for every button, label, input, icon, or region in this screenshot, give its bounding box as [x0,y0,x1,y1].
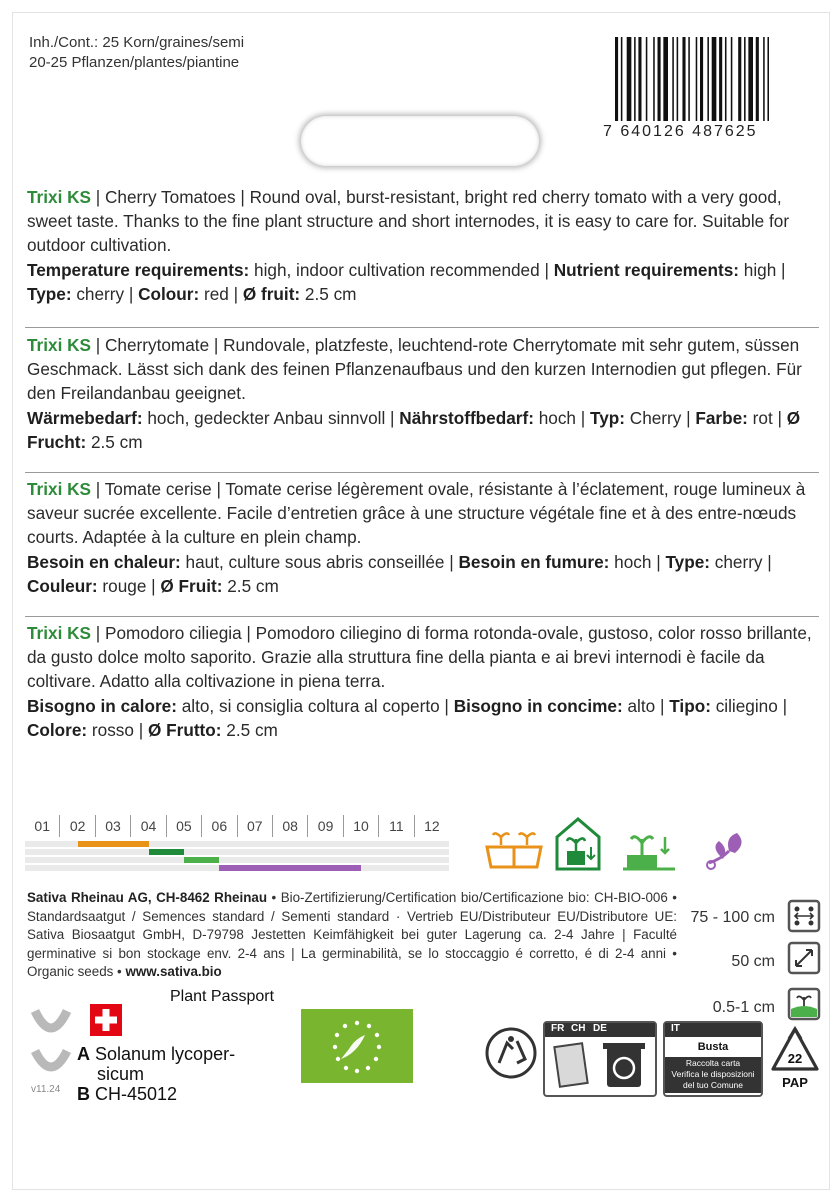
disposal-line: del tuo Comune [682,1080,743,1090]
passport-field-letter: B [77,1084,90,1104]
passport-registration [77,1083,177,1105]
attr-label: Besoin en chaleur: [27,551,181,572]
sowing-depth-icon [787,987,821,1021]
barcode-bar [621,37,623,121]
barcode-bar [719,37,722,121]
website-link[interactable]: www.sativa.bio [125,964,222,980]
barcode-bar [707,37,709,121]
month-label: 01 [34,818,50,834]
month-label: 05 [166,815,201,837]
barcode-bar [627,37,632,121]
month-label: 08 [272,815,307,837]
country-code-it: IT [671,1023,680,1034]
plant-spacing-value: 75 - 100 cm [690,909,775,926]
variety-name: Trixi KS [27,335,91,355]
attr-label: Farbe: [695,407,748,428]
contents-info [29,33,244,73]
month-label: 07 [237,815,272,837]
attr-value: 2.5 cm [300,283,357,304]
variety-name: Trixi KS [27,479,91,499]
description-it [27,621,817,742]
plant-spacing-icon [787,899,821,933]
barcode-bar [731,37,733,121]
divider [25,327,819,328]
calendar-bar-planting [149,849,184,855]
attr-label: Couleur: [27,575,98,596]
recycling-info-fr-ch-de [543,1021,657,1097]
month-label: 10 [343,815,378,837]
company-info [27,889,677,982]
month-label: 06 [201,815,236,837]
attr-label: Bisogno in calore: [27,695,177,716]
barcode-bar [700,37,703,121]
attr-label: Wärmebedarf: [27,407,143,428]
attr-label: Temperature requirements: [27,259,250,280]
version-code: v11.24 [31,1084,61,1095]
seed-tray-icon [483,821,545,871]
attr-label: Ø Frutto: [147,719,222,740]
calendar-row-harvest [25,865,449,871]
sowing-calendar [25,815,449,875]
attr-label: Nährstoffbedarf: [399,407,534,428]
busta-label: Busta [697,1041,729,1053]
calendar-row-sowing-indoor [25,841,449,847]
month-label: 11 [378,815,413,837]
pap-22-recycling-icon [769,1025,821,1095]
attr-value: alto | [622,695,670,716]
paper-envelope-icon [553,1041,591,1089]
barcode-bar [748,37,753,121]
description-de [27,333,817,454]
barcode-bar [682,37,685,121]
description-text: | Tomate cerise | Tomate cerise légèrement ovale, résistante à l’éclatement, rouge lumineux à saveur sucrée excellente. Facile d’entretien grâce à une structure végétale fine et à des entre-nœuds courts. Adaptée à la culture en plein champ. [27,479,806,548]
attr-value: haut, culture sous abris conseillée | [180,551,459,572]
barcode-bar [677,37,679,121]
country-code-de: DE [593,1023,607,1034]
attr-value: 2.5 cm [222,575,279,596]
attr-value: 2.5 cm [86,431,143,452]
attr-value: hoch, gedeckter Anbau sinnvoll | [142,407,400,428]
attr-value: rot | [747,407,787,428]
greenhouse-icon [553,815,603,873]
attr-value: rosso | [87,719,148,740]
month-label: 02 [59,815,94,837]
seed-count: Inh./Cont.: 25 Korn/graines/semi [29,34,245,51]
seed-packet-back [12,12,830,1190]
recycling-bin-icon [601,1041,647,1091]
divider [25,616,819,617]
barcode-bar [725,37,727,121]
attr-label: Bisogno in concime: [453,695,623,716]
description-text: | Cherry Tomatoes | Round oval, burst-resistant, bright red cherry tomato with a very good, sweet taste. Thanks to the fine plant structure and short internodes, it is easy to care for. Suitable for outdoor cultivation. [27,187,790,256]
recycling-triman-icon [483,1023,539,1083]
attr-value: high, indoor cultivation recommended | [249,259,554,280]
barcode-bar [615,37,618,121]
barcode-bar [763,37,765,121]
recycling-info-it [663,1021,763,1097]
barcode-bar [712,37,717,121]
plant-count: 20-25 Pflanzen/plantes/piantine [29,54,240,71]
attr-value: Cherry | [625,407,696,428]
attr-label: Nutrient requirements: [553,259,739,280]
barcode-bar [744,37,746,121]
attr-label: Ø Fruit: [160,575,223,596]
disposal-instructions [665,1058,761,1091]
plant-passport-upper-mark [31,1005,71,1039]
attr-value: cherry | [71,283,139,304]
month-label: 04 [130,815,165,837]
eu-organic-leaf-icon [301,1009,413,1083]
company-name: Sativa Rheinau AG, CH-8462 Rheinau [27,890,268,905]
botanical-name-line1: Solanum lycoper- [95,1044,236,1064]
registration-number: CH-45012 [95,1084,178,1104]
barcode-number: 7 640126 487625 [603,123,758,140]
attr-value: cherry | [710,551,772,572]
calendar-bar-transplanting [184,857,219,863]
barcode-bar [663,37,668,121]
hang-hole [301,116,539,166]
barcode-bar [638,37,641,121]
attr-value: red | [199,283,243,304]
attr-value: ciliegino | [710,695,788,716]
row-spacing-value: 50 cm [731,953,775,970]
company-details: • Bio-Zertifizierung/Certification bio/Certificazione bio: CH-BIO-006 • Standardsaatgut / Semences standard / Sementi standard · Vertrieb EU/Distributeur EU/Distributore UE: Sativa Biosaatgut GmbH, D-79798 Jestetten Keimfähigkeit bei guter Lagerung ca. 2-4 Jahre | Faculté germinative si bon stockage env. 2-4 ans | La germinabilità, se lo stoccaggio é corretto, é di 2-4 anni • Organic seeds • [27,890,677,980]
disposal-line: Raccolta carta [685,1058,741,1068]
attr-label: Colore: [27,719,88,740]
attr-label: Type: [665,551,710,572]
variety-name: Trixi KS [27,623,91,643]
passport-botanical-name [77,1043,235,1065]
barcode-bar [756,37,759,121]
attr-value: hoch | [609,551,666,572]
attr-value: hoch | [533,407,590,428]
barcode-bar [767,37,769,121]
plant-passport-label: Plant Passport [170,988,275,1005]
month-label: 09 [307,815,342,837]
barcode-bar [672,37,674,121]
description-text: | Cherrytomate | Rundovale, platzfeste, leuchtend-rote Cherrytomate mit sehr gutem, süssen Geschmack. Lässt sich dank des feinen Pflanzenaufbaus und den kurzen Internodien gut pflegen. Für den Freilandanbau geeignet. [27,335,802,404]
country-code-ch: CH [571,1023,586,1034]
description-text: | Pomodoro ciliegia | Pomodoro ciliegino di forma rotonda-ovale, gustoso, color rosso brillante, da gusto dolce molto saporito. Grazie alla struttura fine della pianta e ai brevi internodi è facile da coltivare. Adatto alla coltivazione in piena terra. [27,623,812,692]
barcode-bar [646,37,648,121]
calendar-row-planting [25,849,449,855]
attr-label: Type: [27,283,72,304]
variety-name: Trixi KS [27,187,91,207]
plant-passport-lower-mark [31,1047,71,1077]
attr-label: Colour: [138,283,200,304]
attr-label: Ø fruit: [242,283,301,304]
barcode-bar [738,37,741,121]
description-fr [27,477,817,598]
row-spacing-icon [787,941,821,975]
disposal-line: Verifica le disposizioni [671,1069,755,1079]
pap-label: PAP [782,1075,808,1090]
month-label: 03 [95,815,130,837]
description-en [27,185,817,306]
barcode-bar [634,37,636,121]
barcode-bar [653,37,655,121]
attr-value: 2.5 cm [221,719,278,740]
botanical-name-line2: sicum [97,1064,145,1084]
attr-value: alto, si consiglia coltura al coperto | [176,695,454,716]
passport-field-letter: A [77,1044,90,1064]
country-code-fr: FR [551,1023,565,1034]
swiss-flag-icon [89,1003,123,1037]
seedling-sowing-icon [621,821,677,875]
attr-value: rouge | [97,575,161,596]
month-label: 12 [414,815,449,837]
attr-value: high | [738,259,786,280]
calendar-bar-harvest [219,865,360,871]
attr-label: Ø Frucht: [27,407,801,452]
divider [25,472,819,473]
barcode-bar [658,37,661,121]
attr-label: Typ: [589,407,625,428]
pap-number: 22 [787,1051,803,1066]
barcode-bar [688,37,690,121]
calendar-bar-sowing-indoor [78,841,149,847]
barcode-bar [696,37,698,121]
attr-label: Tipo: [669,695,711,716]
calendar-row-transplanting [25,857,449,863]
sowing-depth-value: 0.5-1 cm [712,999,775,1016]
flower-harvest-icon [703,829,751,873]
attr-label: Besoin en fumure: [458,551,610,572]
